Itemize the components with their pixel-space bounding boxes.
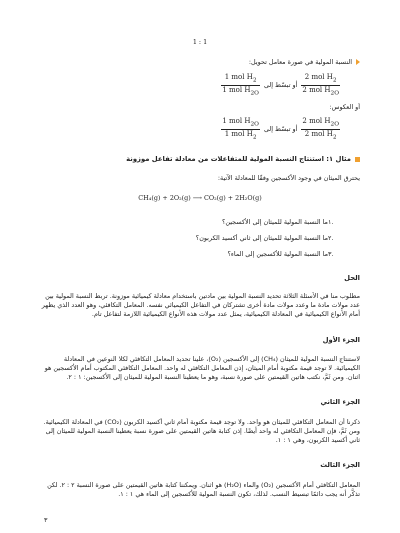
- part2-heading: الجزء الثاني: [320, 398, 360, 406]
- fraction-a: $\frac{1 mol H_{2O}}{1 mol H_2}$: [222, 117, 259, 140]
- part3-heading: الجزء الثالث: [320, 461, 360, 469]
- example-title: مثال ١: استنتاج النسبة المولية للمتفاعلات من معادلة تفاعل موزونة: [126, 155, 351, 163]
- solution-paragraph: مطلوب منا في الأسئلة الثلاثة تحديد النسبة المولية بين مادتين باستخدام معادلة كيميائية موزونة. تربط النسبة المولية بين عدد مولات مادة ما وعدد مولات مادة أخرى تشتركان في التفاعل الكيميائي نفسه. المعامل التكافئي، وهو العدد الذي يظهر أمام الأنواع الكيميائية في المعادلة الكيميائية، يمثل عدد مولات هذه الأنواع الكيميائية اللازمة لتفاعل تام.: [41, 292, 360, 318]
- or-simplify-text: أو تبسّط إلى: [263, 125, 298, 133]
- fraction-a: $\frac{1 mol H_2}{1 mol H_{2O}}$: [222, 73, 259, 96]
- reverse-label: أو العكوس:: [329, 103, 360, 111]
- chemical-equation: CH₄(g) + 2O₂(g) ⟶ CO₂(g) + 2H₂O(g): [138, 194, 262, 202]
- part1-heading: الجزء الأول: [322, 336, 360, 344]
- example-intro: يحترق الميثان في وجود الأكسجين وفقًا للمعادلة الآتية:: [217, 174, 360, 182]
- top-ratio: 1 : 1: [192, 38, 208, 46]
- part1-paragraph: لاستنتاج النسبة المولية للميثان (CH₄) إلى الأكسجين (O₂)، علينا تحديد المعامل التكافئي لكلا النوعين في المعادلة الكيميائية. لا توجد قيمة مكتوبة أمام الميثان، إذن المعامل التكافئي له واحد. المعامل التكافئي المكتوب أمام الأكسجين هو اثنان. ومن ثَمَّ، نكتب هاتين القيمتين على صورة نسبة، وهو ما يعطينا النسبة المولية للميثان إلى الأكسجين: ١ : ٢.: [44, 355, 360, 381]
- fraction-row-2: [140, 118, 340, 140]
- fraction-row-1: [140, 74, 340, 96]
- question-item: .٣ما النسبة المولية للأكسجين إلى الماء؟: [227, 250, 334, 258]
- or-simplify-text: أو تبسّط إلى: [263, 81, 298, 89]
- conversion-label-line: [40, 58, 360, 67]
- part3-paragraph: المعامل التكافئي أمام الأكسجين (O₂) والماء (H₂O) هو اثنان. ويمكننا كتابة هاتين القيمتين على صورة النسبة ٢ : ٢. لكن تذكَّر أنه يجب دائمًا تبسيط النسب. لذلك، تكون النسبة المولية للأكسجين إلى الماء هي ١ : ١.: [47, 481, 360, 498]
- square-bullet-icon: [355, 157, 360, 162]
- fraction-b: $\frac{2 mol H_2}{2 mol H_{2O}}$: [302, 73, 339, 96]
- question-item: .٢ما النسبة المولية للميثان إلى ثاني أكسيد الكربون؟: [195, 234, 334, 242]
- part2-paragraph: ذكرنا أن المعامل التكافئي للميثان هو واحد. ولا توجد قيمة مكتوبة أمام ثاني أكسيد الكربون (CO₂) في المعادلة الكيميائية. ومن ثَمَّ، فإن المعامل التكافئي له واحد أيضًا. إذن كتابة هاتين القيمتين على صورة نسبة يعطينا النسبة المولية للميثان إلى ثاني أكسيد الكربون، وهي ١ : ١.: [43, 418, 360, 444]
- page-number: ٣: [44, 516, 48, 524]
- example-title-line: [40, 155, 360, 164]
- triangle-bullet-icon: [356, 59, 360, 65]
- question-item: .١ما النسبة المولية للميثان إلى الأكسجين؟: [221, 218, 334, 226]
- fraction-b: $\frac{2 mol H_{2O}}{2 mol H_2}$: [302, 117, 339, 140]
- solution-heading: الحل: [344, 274, 360, 282]
- conversion-label: النسبة المولية في صورة معامل تحويل:: [248, 58, 352, 66]
